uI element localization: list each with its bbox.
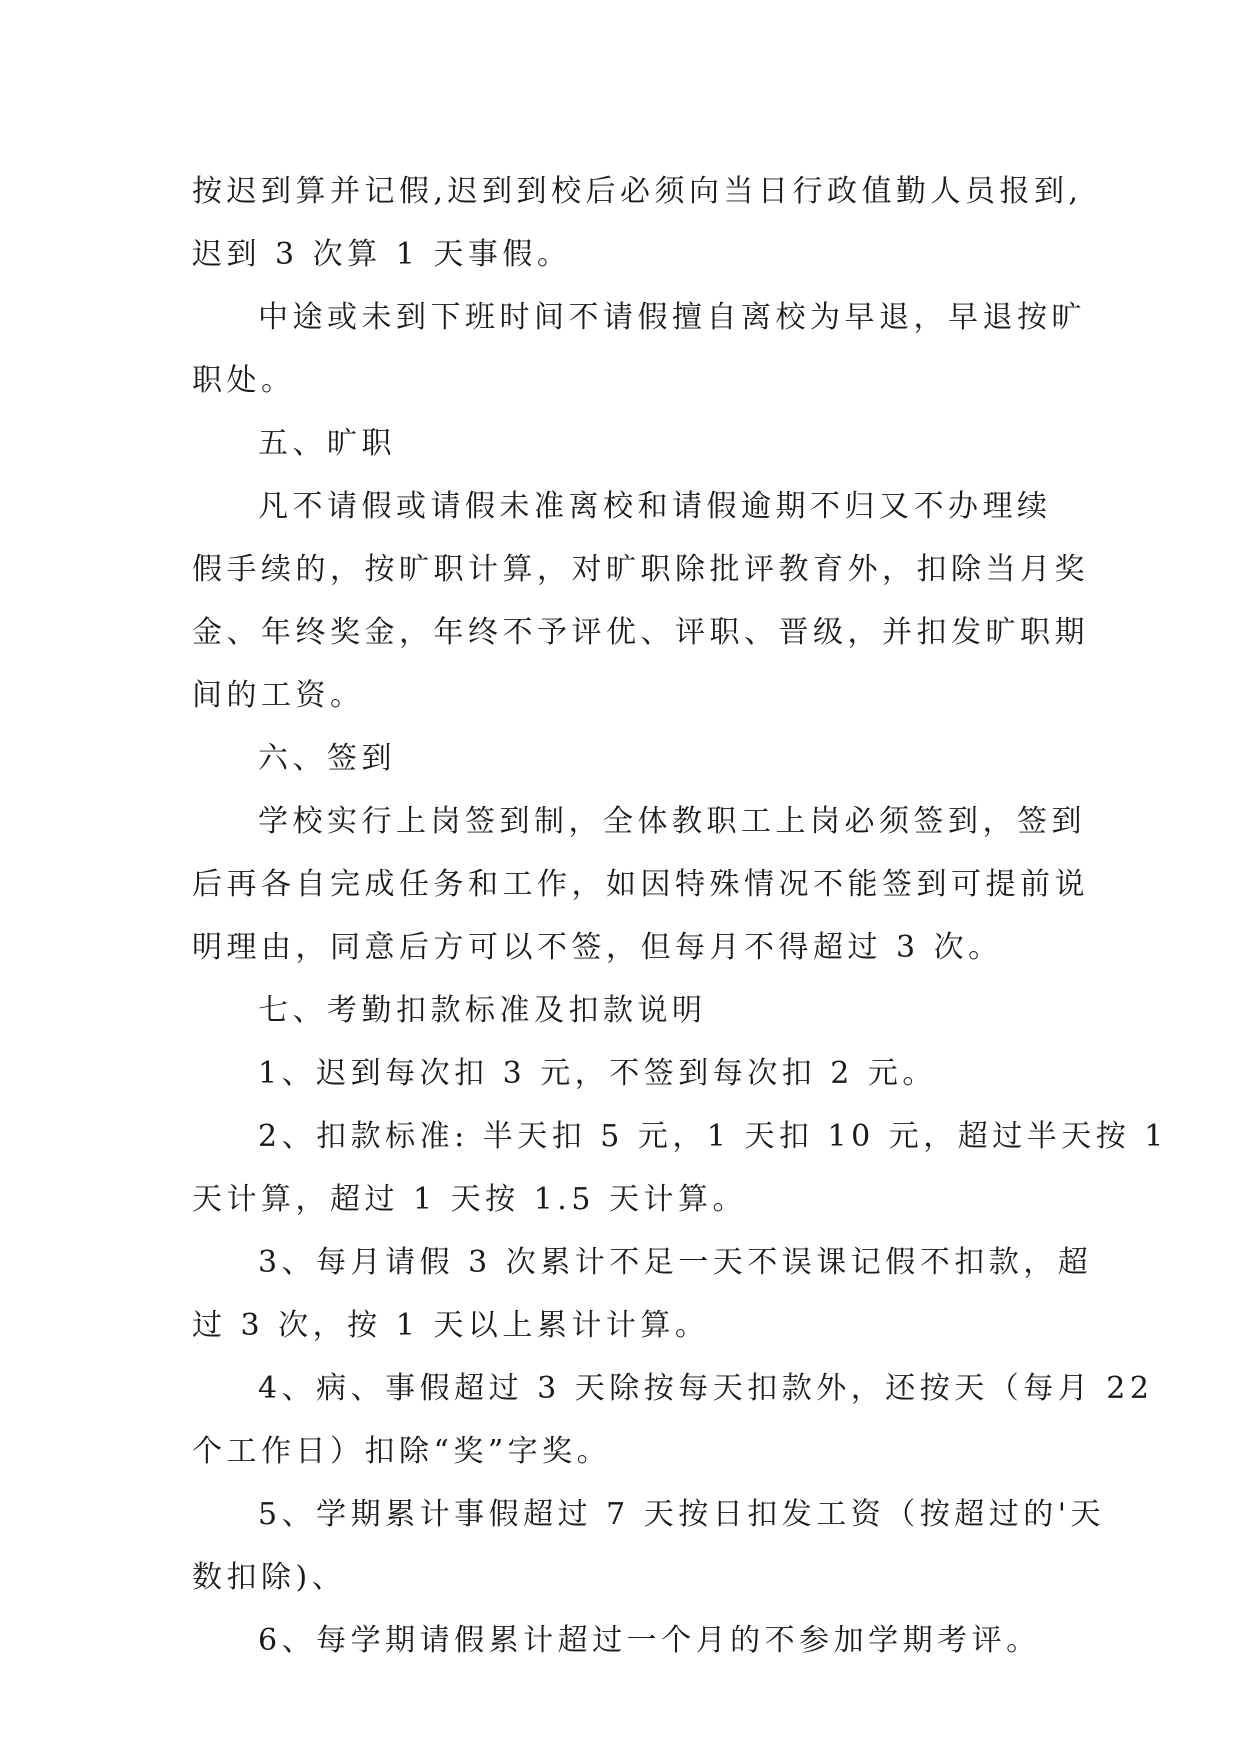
text-line: 3、每月请假 3 次累计不足一天不误课记假不扣款，超	[258, 1245, 1093, 1280]
text-line: 假手续的，按旷职计算，对旷职除批评教育外，扣除当月奖	[192, 552, 1089, 587]
paragraph	[192, 979, 1092, 1042]
text-line: 后再各自完成任务和工作，如因特殊情况不能签到可提前说	[192, 867, 1089, 902]
paragraph	[192, 412, 1092, 475]
text-line: 明理由，同意后方可以不签，但每月不得超过 3 次。	[192, 930, 1003, 965]
text-line: 中途或未到下班时间不请假擅自离校为早退，早退按旷	[258, 300, 1086, 335]
text-line: 间的工资。	[192, 678, 365, 713]
text-line: 七、考勤扣款标准及扣款说明	[258, 993, 707, 1028]
paragraph	[192, 160, 1092, 286]
paragraph	[192, 1357, 1154, 1483]
paragraph	[192, 790, 1092, 979]
text-line: 按迟到算并记假,迟到到校后必须向当日行政值勤人员报到,	[192, 174, 1083, 209]
text-line: 1、迟到每次扣 3 元，不签到每次扣 2 元。	[258, 1056, 937, 1091]
document-body	[192, 160, 1168, 1672]
text-line: 过 3 次，按 1 天以上累计计算。	[192, 1308, 710, 1343]
text-line: 金、年终奖金，年终不予评优、评职、晋级，并扣发旷职期	[192, 615, 1089, 650]
paragraph	[192, 1483, 1105, 1609]
text-line: 个工作日）扣除“奖”字奖。	[192, 1434, 612, 1469]
paragraph	[192, 1105, 1168, 1231]
text-line: 迟到 3 次算 1 天事假。	[192, 237, 572, 272]
paragraph	[192, 1231, 1092, 1357]
text-line: 6、每学期请假累计超过一个月的不参加学期考评。	[258, 1623, 1041, 1658]
text-line: 数扣除)、	[192, 1560, 347, 1595]
text-line: 五、旷职	[258, 426, 396, 461]
text-line: 4、病、事假超过 3 天除按每天扣款外，还按天（每月 22	[258, 1371, 1154, 1406]
text-line: 职处。	[192, 363, 296, 398]
paragraph	[192, 286, 1092, 412]
text-line: 学校实行上岗签到制，全体教职工上岗必须签到，签到	[258, 804, 1086, 839]
paragraph	[192, 727, 1092, 790]
text-line: 5、学期累计事假超过 7 天按日扣发工资（按超过的'天	[258, 1497, 1105, 1532]
paragraph	[192, 1042, 1092, 1105]
text-line: 天计算，超过 1 天按 1.5 天计算。	[192, 1182, 747, 1217]
text-line: 2、扣款标准: 半天扣 5 元，1 天扣 10 元，超过半天按 1	[258, 1119, 1168, 1154]
paragraph	[192, 475, 1092, 727]
text-line: 凡不请假或请假未准离校和请假逾期不归又不办理续	[258, 489, 1052, 524]
paragraph	[192, 1609, 1092, 1672]
text-line: 六、签到	[258, 741, 396, 776]
